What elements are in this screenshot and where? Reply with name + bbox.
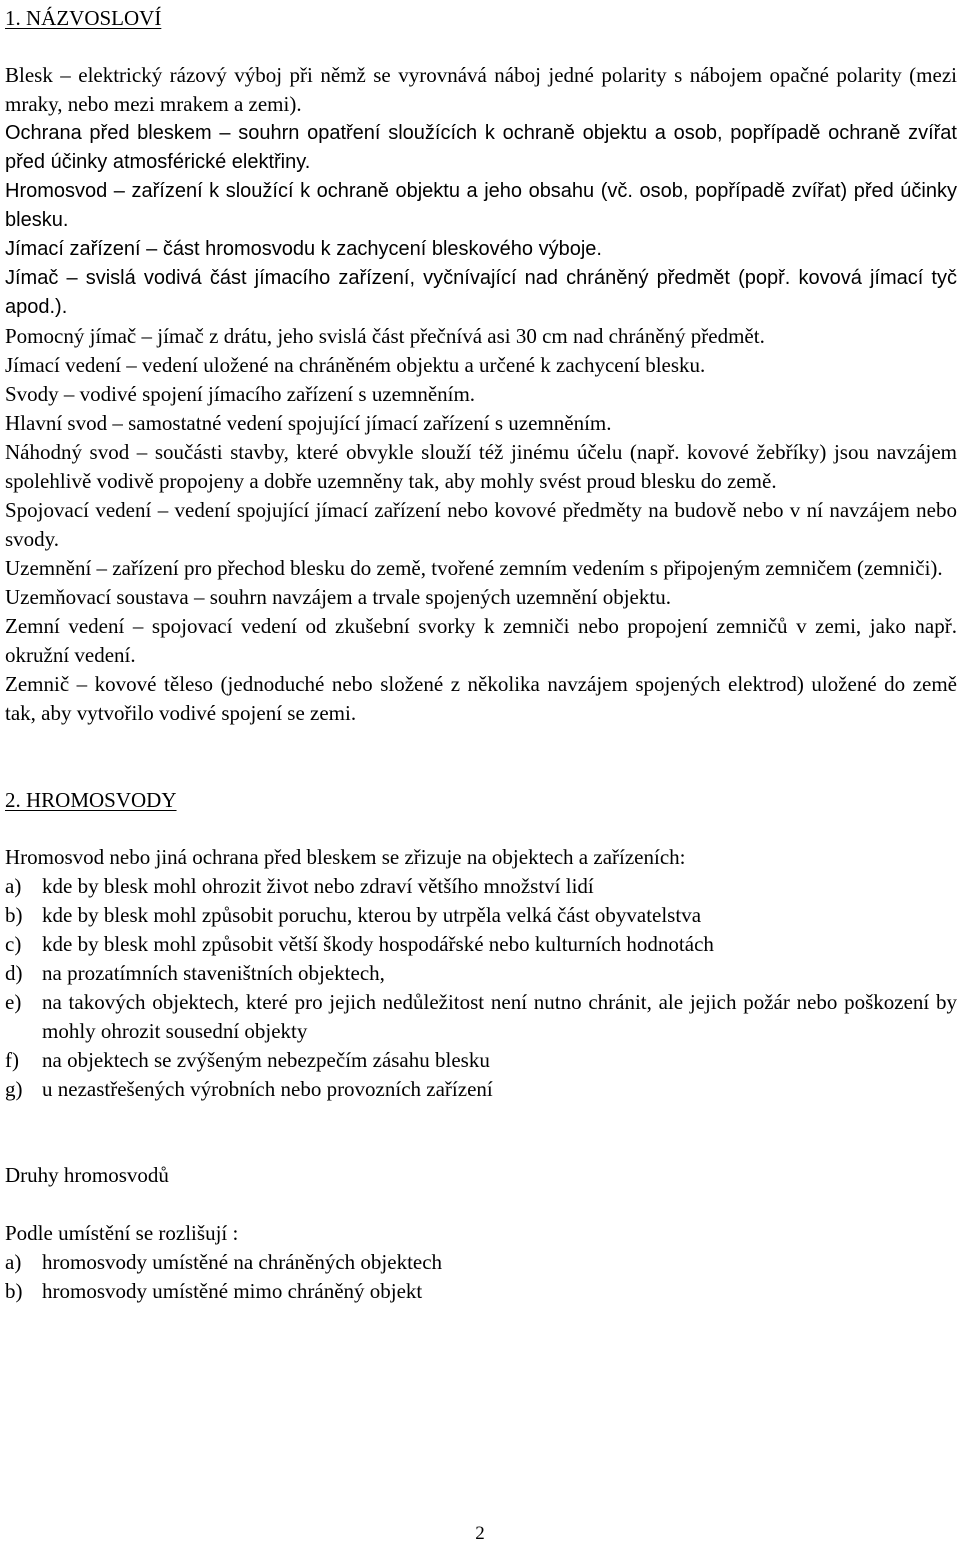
section-2-heading: 2. HROMOSVODY xyxy=(5,788,177,812)
list-marker: a) xyxy=(5,874,22,898)
list-marker: f) xyxy=(5,1048,19,1072)
list-item xyxy=(5,1248,957,1277)
list-marker: b) xyxy=(5,1279,23,1303)
list-item-text: na prozatímních staveništních objektech, xyxy=(42,961,385,985)
definition-uzemnovaci-soustava: Uzemňovací soustava – souhrn navzájem a trvale spojených uzemnění objektu. xyxy=(5,585,671,609)
subheading-druhy-hromosvodu: Druhy hromosvodů xyxy=(5,1163,169,1187)
list-item-text: kde by blesk mohl způsobit větší škody hospodářské nebo kulturních hodnotách xyxy=(42,932,714,956)
definition-zemni-vedeni: Zemní vedení – spojovací vedení od zkušební svorky k zemniči nebo propojení zemničů v zemi, jako např. okružní vedení. xyxy=(5,614,957,667)
definition-nahodny-svod: Náhodný svod – součásti stavby, které obvykle slouží též jinému účelu (např. kovové žebříky) jsou navzájem spolehlivě vodivě propojeny a dobře uzemněny tak, aby mohly svést proud blesku do země. xyxy=(5,440,957,493)
definition-jimac: Jímač – svislá vodivá část jímacího zařízení, vyčnívající nad chráněný předmět (popř. kovová jímací tyč apod.). xyxy=(5,267,957,318)
definition-ochrana: Ochrana před bleskem – souhrn opatření sloužících k ochraně objektu a osob, popřípadě ochraně zvířat před účinky atmosférické elektřiny. xyxy=(5,122,957,173)
definition-hlavni-svod: Hlavní svod – samostatné vedení spojující jímací zařízení s uzemněním. xyxy=(5,411,612,435)
spacer xyxy=(5,33,957,61)
list-item xyxy=(5,1075,957,1104)
section-1-heading: 1. NÁZVOSLOVÍ xyxy=(5,6,162,30)
definition-uzemneni: Uzemnění – zařízení pro přechod blesku do země, tvořené zemním vedením s připojeným zemničem (zemniči). xyxy=(5,556,943,580)
list-item xyxy=(5,1046,957,1075)
definition-pomocny-jimac: Pomocný jímač – jímač z drátu, jeho svislá část přečnívá asi 30 cm nad chráněný předmět. xyxy=(5,324,765,348)
list-item-text: hromosvody umístěné na chráněných objektech xyxy=(42,1250,443,1274)
placement-intro: Podle umístění se rozlišují : xyxy=(5,1221,239,1245)
list-item-text: u nezastřešených výrobních nebo provozních zařízení xyxy=(42,1077,493,1101)
list-item-text: kde by blesk mohl způsobit poruchu, kterou by utrpěla velká část obyvatelstva xyxy=(42,903,702,927)
list-item xyxy=(5,959,957,988)
list-marker: d) xyxy=(5,961,23,985)
document-page xyxy=(5,4,957,1306)
spacer xyxy=(5,728,957,786)
spacer xyxy=(5,815,957,843)
list-item-text: hromosvody umístěné mimo chráněný objekt xyxy=(42,1279,423,1303)
list-item-text: na objektech se zvýšeným nebezpečím zásahu blesku xyxy=(42,1048,490,1072)
list-item xyxy=(5,1277,957,1306)
definition-spojovaci-vedeni: Spojovací vedení – vedení spojující jímací zařízení nebo kovové předměty na budově nebo v ní navzájem nebo svody. xyxy=(5,498,957,551)
spacer xyxy=(5,1190,957,1219)
definition-hromosvod: Hromosvod – zařízení k sloužící k ochraně objektu a jeho obsahu (vč. osob, popřípadě zvířat) před účinky blesku. xyxy=(5,180,957,231)
list-marker: a) xyxy=(5,1250,22,1274)
definition-zemnic: Zemnič – kovové těleso (jednoduché nebo složené z několika navzájem spojených elektrod) uložené do země tak, aby vytvořilo vodivé spojení se zemi. xyxy=(5,672,957,725)
list-marker: e) xyxy=(5,990,22,1014)
usage-list xyxy=(5,872,957,1104)
list-item-text: na takových objektech, které pro jejich nedůležitost není nutno chránit, ale jejich požár nebo poškození by mohly ohrozit sousední objekty xyxy=(42,990,957,1043)
list-item xyxy=(5,930,957,959)
definition-jimaci-zarizeni: Jímací zařízení – část hromosvodu k zachycení bleskového výboje. xyxy=(5,238,602,260)
definition-blesk: Blesk – elektrický rázový výboj při němž se vyrovnává náboj jedné polarity s nábojem opačné polarity (mezi mraky, nebo mezi mrakem a zemi). xyxy=(5,63,957,116)
list-marker: g) xyxy=(5,1077,23,1101)
list-item xyxy=(5,988,957,1046)
list-item-text: kde by blesk mohl ohrozit život nebo zdraví většího množství lidí xyxy=(42,874,594,898)
placement-list xyxy=(5,1248,957,1306)
definition-svody: Svody – vodivé spojení jímacího zařízení s uzemněním. xyxy=(5,382,476,406)
list-marker: b) xyxy=(5,903,23,927)
list-marker: c) xyxy=(5,932,22,956)
list-item xyxy=(5,872,957,901)
spacer xyxy=(5,1104,957,1161)
page-number: 2 xyxy=(475,1523,485,1544)
definition-jimaci-vedeni: Jímací vedení – vedení uložené na chráněném objektu a určené k zachycení blesku. xyxy=(5,353,706,377)
section-2-intro: Hromosvod nebo jiná ochrana před bleskem se zřizuje na objektech a zařízeních: xyxy=(5,845,686,869)
list-item xyxy=(5,901,957,930)
definitions-list xyxy=(5,61,957,728)
